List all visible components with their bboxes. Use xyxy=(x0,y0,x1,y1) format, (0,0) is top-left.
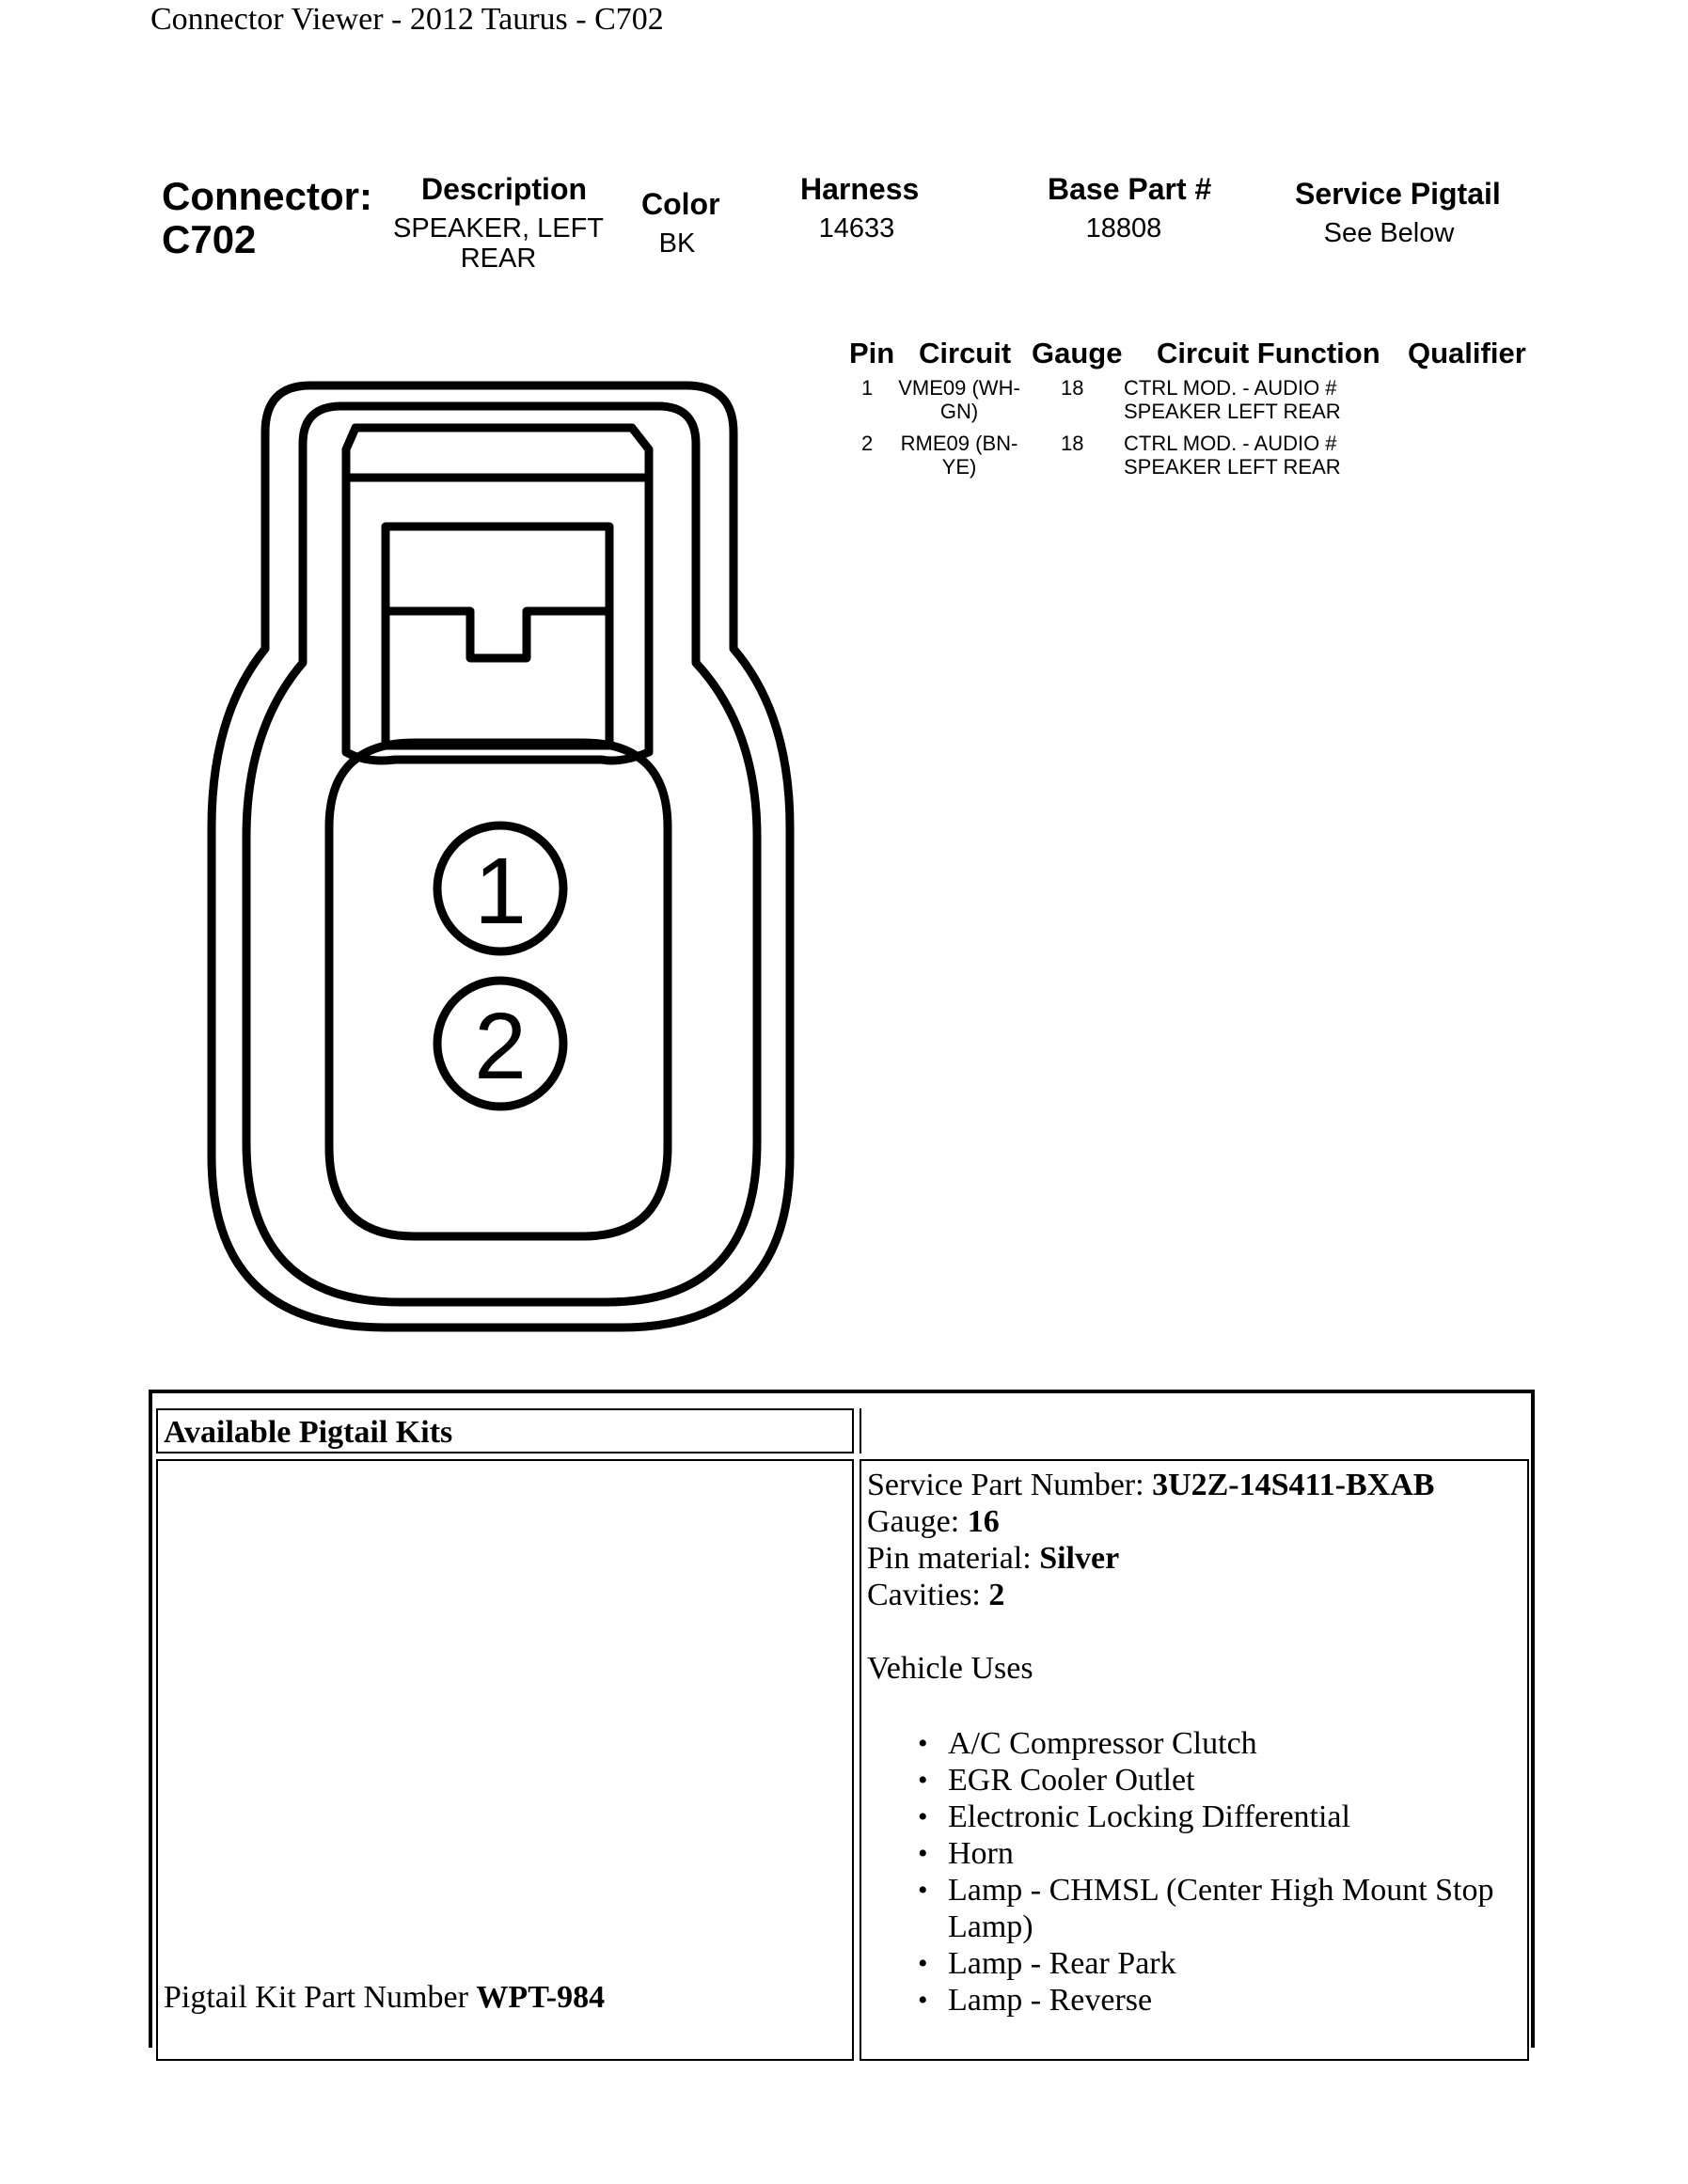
connector-id: C702 xyxy=(162,217,257,261)
list-item: • Electronic Locking Differential xyxy=(867,1799,1522,1835)
pigtail-header-spacer xyxy=(860,1408,1529,1453)
col-circuit-function: Circuit Function xyxy=(1157,337,1380,369)
service-pigtail-value: See Below xyxy=(1323,218,1455,248)
color-label: Color xyxy=(641,187,720,221)
row-circuit-line-1: VME09 (WH- xyxy=(898,376,1020,400)
service-pigtail-label: Service Pigtail xyxy=(1295,177,1501,211)
pigtail-kit-cell xyxy=(156,1459,854,2061)
vehicle-uses-list xyxy=(867,1725,1522,2019)
row-function-line-1: CTRL MOD. - AUDIO # xyxy=(1124,432,1337,455)
row-gauge: 18 xyxy=(1061,432,1084,455)
vehicle-uses-label: Vehicle Uses xyxy=(867,1651,1033,1686)
pigtail-header: Available Pigtail Kits xyxy=(164,1415,453,1450)
col-qualifier: Qualifier xyxy=(1408,337,1526,369)
row-circuit-function xyxy=(1124,432,1341,479)
gauge-value: 16 xyxy=(967,1504,1000,1539)
row-pin: 1 xyxy=(861,376,874,400)
harness-label: Harness xyxy=(800,172,920,206)
col-pin: Pin xyxy=(849,337,895,369)
list-item: • EGR Cooler Outlet xyxy=(867,1762,1522,1799)
connector-face-diagram xyxy=(0,0,846,1373)
list-item: • Lamp - Rear Park xyxy=(867,1945,1522,1982)
pigtail-header-cell xyxy=(156,1408,854,1453)
connector-label: Connector: xyxy=(162,174,372,218)
pigtail-details xyxy=(867,1467,1522,2019)
col-circuit: Circuit xyxy=(919,337,1012,369)
row-circuit-line-2: GN) xyxy=(939,400,979,423)
harness-value: 14633 xyxy=(818,213,895,244)
base-part-label: Base Part # xyxy=(1048,172,1212,206)
pigtail-kits-section xyxy=(149,1390,1535,2048)
locking-tab xyxy=(386,526,609,746)
row-gauge: 18 xyxy=(1061,376,1084,400)
cavities-label: Cavities: xyxy=(867,1578,989,1612)
service-part-line xyxy=(867,1467,1522,1503)
row-function-line-2: SPEAKER LEFT REAR xyxy=(1124,400,1341,423)
cavities-line xyxy=(867,1577,1522,1613)
row-circuit xyxy=(893,376,1025,423)
kit-part-label: Pigtail Kit Part Number xyxy=(164,1980,477,2015)
pin-cavity-body xyxy=(329,743,668,1236)
pigtail-kit-part xyxy=(164,1979,605,2016)
locking-tab-notch xyxy=(386,611,609,658)
list-item: • Lamp - CHMSL (Center High Mount Stop Lamp) xyxy=(867,1872,1522,1945)
row-function-line-2: SPEAKER LEFT REAR xyxy=(1124,455,1341,479)
description-line-2: REAR xyxy=(460,244,537,274)
row-pin: 2 xyxy=(861,432,874,455)
base-part-value: 18808 xyxy=(1085,213,1162,244)
gauge-line xyxy=(867,1503,1522,1540)
service-part-label: Service Part Number: xyxy=(867,1468,1153,1502)
service-part-number: 3U2Z-14S411-BXAB xyxy=(1152,1468,1435,1502)
color-value: BK xyxy=(658,228,696,259)
row-circuit-line-1: RME09 (BN- xyxy=(900,432,1018,455)
description-line-1: SPEAKER, LEFT xyxy=(392,213,604,244)
col-gauge: Gauge xyxy=(1032,337,1123,369)
cavities-value: 2 xyxy=(988,1578,1005,1612)
pin-material-value: Silver xyxy=(1039,1541,1120,1576)
row-circuit xyxy=(893,432,1025,479)
pin-2-label: 2 xyxy=(474,994,527,1099)
pin-material-label: Pin material: xyxy=(867,1541,1040,1576)
kit-part-number: WPT-984 xyxy=(476,1980,606,2015)
list-item: • Lamp - Reverse xyxy=(867,1982,1522,2019)
pigtail-details-cell xyxy=(860,1459,1529,2061)
pin-material-line xyxy=(867,1540,1522,1577)
row-circuit-line-2: YE) xyxy=(941,455,977,479)
list-item: • A/C Compressor Clutch xyxy=(867,1725,1522,1762)
row-function-line-1: CTRL MOD. - AUDIO # xyxy=(1124,376,1337,400)
row-circuit-function xyxy=(1124,376,1341,423)
pin-1-label: 1 xyxy=(474,839,527,944)
gauge-label: Gauge: xyxy=(867,1504,968,1539)
list-item: • Horn xyxy=(867,1835,1522,1872)
description-label: Description xyxy=(421,172,588,206)
document-title: Connector Viewer - 2012 Taurus - C702 xyxy=(150,2,664,37)
